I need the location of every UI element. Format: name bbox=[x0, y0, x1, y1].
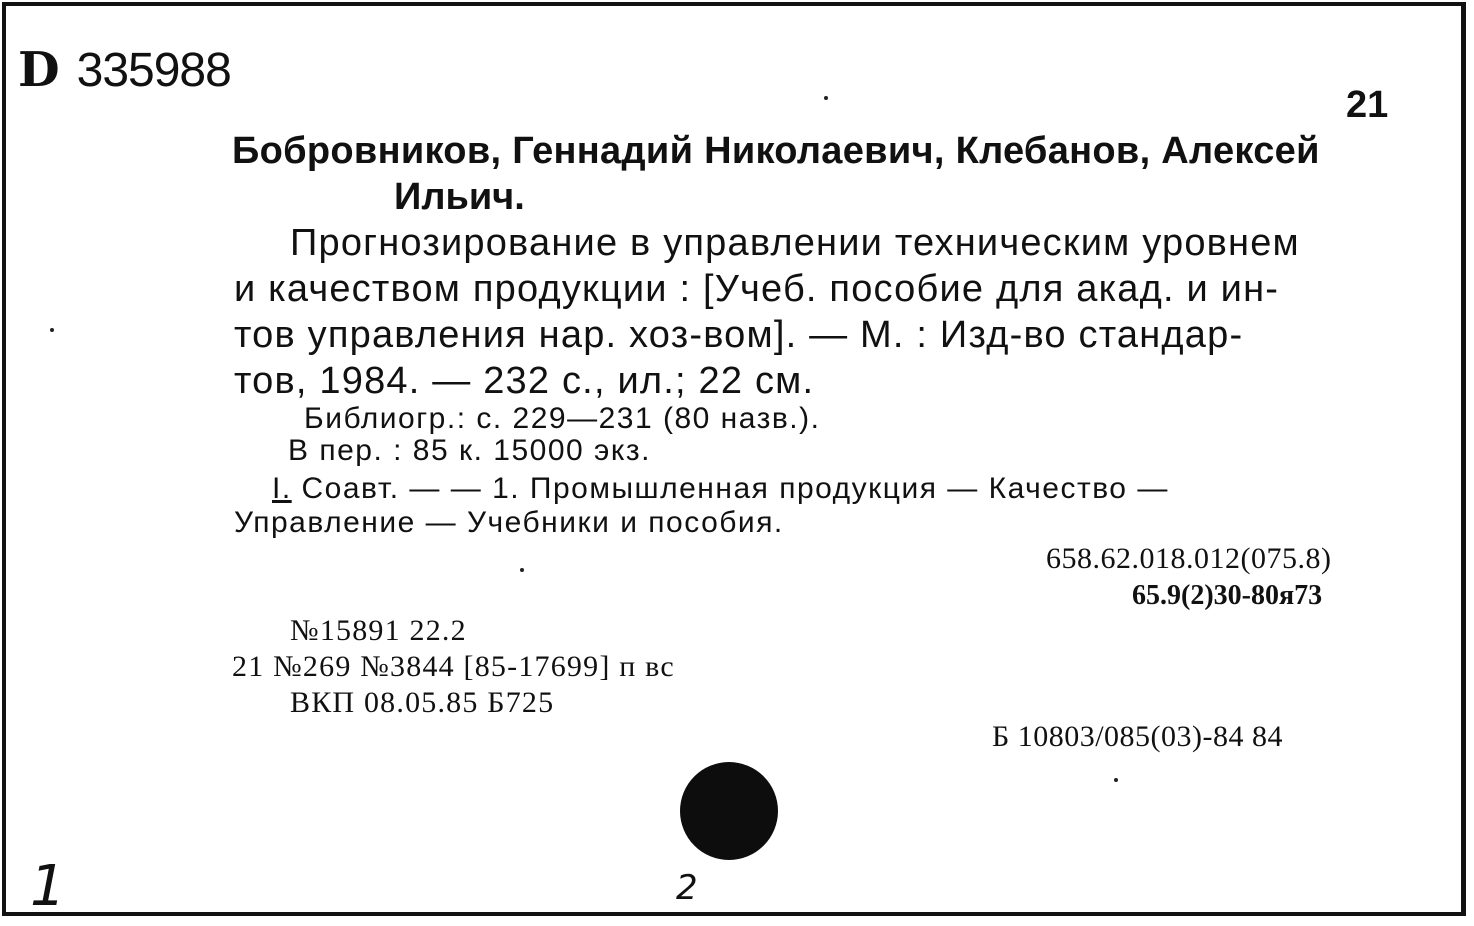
accession-line-3: ВКП 08.05.85 Б725 bbox=[290, 686, 555, 719]
subject-headings-text: Соавт. — — 1. Промышленная продукция — Качество — bbox=[291, 472, 1169, 505]
title-line-1: Прогнозирование в управлении техническим уровнем bbox=[290, 222, 1300, 264]
title-line-2: и качеством продукции : [Учеб. пособие для акад. и ин- bbox=[234, 268, 1280, 310]
title-line-3: тов управления нар. хоз-вом]. — М. : Изд-во стандар- bbox=[234, 314, 1244, 356]
dust-speck bbox=[50, 328, 54, 332]
catalog-card bbox=[2, 2, 1466, 916]
handwritten-number-2: 2 bbox=[676, 868, 698, 908]
authors-line-2: Ильич. bbox=[394, 176, 525, 218]
price-note: В пер. : 85 к. 15000 экз. bbox=[288, 434, 651, 467]
subject-mark: I. bbox=[272, 472, 292, 505]
bbk-index: 65.9(2)30-80я73 bbox=[1132, 580, 1323, 611]
card-number: 21 bbox=[1346, 84, 1389, 126]
dust-speck bbox=[1114, 778, 1118, 782]
shelf-mark bbox=[18, 42, 231, 98]
accession-line-1: №15891 22.2 bbox=[290, 614, 467, 647]
subject-headings-line-2: Управление — Учебники и пособия. bbox=[234, 506, 784, 539]
udc-index: 658.62.018.012(075.8) bbox=[1046, 542, 1332, 575]
authors-line-1: Бобровников, Геннадий Николаевич, Клебанов, Алексей bbox=[232, 130, 1320, 172]
punch-hole bbox=[680, 762, 778, 860]
subject-headings-line-1 bbox=[272, 472, 1169, 506]
accession-line-2: 21 №269 №3844 [85-17699] п вс bbox=[232, 650, 675, 683]
shelf-mark-number: 335988 bbox=[76, 44, 231, 97]
handwritten-number-1: 1 bbox=[30, 854, 66, 916]
title-line-4: тов, 1984. — 232 с., ил.; 22 см. bbox=[234, 360, 815, 402]
dust-speck bbox=[824, 96, 828, 100]
bibliography-note: Библиогр.: с. 229—231 (80 назв.). bbox=[304, 402, 821, 435]
shelf-mark-symbol: D bbox=[18, 42, 59, 98]
dust-speck bbox=[520, 568, 524, 572]
publication-code: Б 10803/085(03)-84 84 bbox=[992, 720, 1284, 753]
